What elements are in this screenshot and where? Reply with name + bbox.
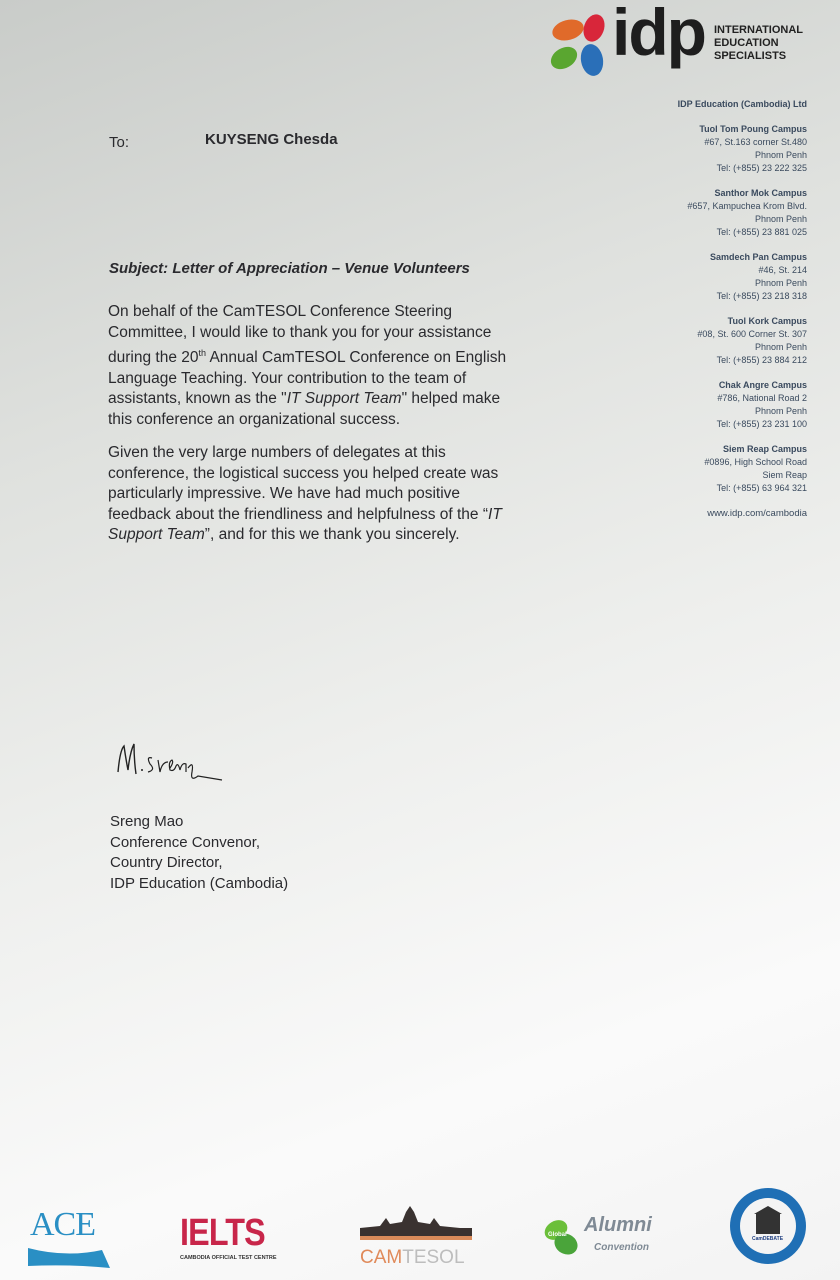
paragraph-1 — [108, 302, 548, 430]
campus-address: #0896, High School Road — [704, 457, 807, 467]
to-label: To: — [109, 134, 130, 151]
signer-title: Country Director, — [110, 854, 223, 871]
campus-tuol-tom-poung — [678, 123, 807, 175]
camtesol-text — [360, 1247, 472, 1269]
signer-block — [110, 812, 288, 894]
campus-tel: Tel: (+855) 23 218 318 — [716, 291, 807, 301]
idp-flower-icon — [548, 8, 612, 80]
campus-tel: Tel: (+855) 23 231 100 — [716, 419, 807, 429]
campus-city: Phnom Penh — [754, 214, 807, 224]
superscript: th — [198, 348, 207, 358]
idp-tagline — [714, 24, 803, 63]
camdebate-seal-icon — [728, 1186, 808, 1266]
signer-org: IDP Education (Cambodia) — [110, 874, 289, 892]
signer-name: Sreng Mao — [110, 813, 184, 830]
campus-name: Tuol Kork Campus — [727, 316, 807, 326]
ielts-logo — [180, 1190, 290, 1270]
campus-name: Tuol Tom Poung Campus — [699, 124, 807, 134]
address-column — [678, 98, 807, 520]
campus-samdech-pan — [678, 251, 807, 303]
campus-address: #46, St. 214 — [758, 265, 807, 275]
campus-name: Chak Angre Campus — [718, 380, 807, 390]
recipient-name: KUYSENG Chesda — [205, 131, 338, 148]
angkor-wat-icon — [360, 1206, 472, 1240]
campus-santhor-mok — [678, 187, 807, 239]
campus-address: #786, National Road 2 — [717, 393, 807, 403]
text-line: Committee, I would like to thank you for your assistance — [108, 323, 492, 341]
text-line — [108, 343, 548, 369]
campus-address: #08, St. 600 Corner St. 307 — [697, 329, 807, 339]
global-text: Global — [548, 1232, 567, 1238]
campus-tel: Tel: (+855) 23 884 212 — [716, 355, 807, 365]
handwritten-signature — [112, 740, 232, 790]
text: during the 20 — [108, 349, 199, 367]
text-line — [108, 525, 548, 546]
text-line: Given the very large numbers of delegates at this — [108, 444, 446, 461]
ielts-text: IELTS — [180, 1212, 265, 1254]
text: ”, and for this we thank you sincerely. — [204, 526, 460, 543]
tagline-line: EDUCATION — [714, 37, 779, 49]
camtesol-logo — [360, 1190, 472, 1270]
campus-tuol-kork — [678, 315, 807, 367]
campus-city: Phnom Penh — [754, 406, 807, 416]
campus-city: Phnom Penh — [754, 342, 807, 352]
text-line: this conference an organizational success. — [108, 410, 401, 428]
text-line — [108, 389, 548, 410]
alumni-text: Alumni — [584, 1214, 652, 1236]
paragraph-2 — [108, 443, 548, 546]
text-line: On behalf of the CamTESOL Conference Steering — [108, 303, 453, 320]
ace-logo — [26, 1190, 116, 1270]
campus-tel: Tel: (+855) 63 964 321 — [716, 483, 807, 493]
campus-chak-angre — [678, 379, 807, 431]
campus-city: Siem Reap — [762, 470, 807, 480]
ielts-subtitle: CAMBODIA OFFICIAL TEST CENTRE — [180, 1255, 277, 1261]
camdebate-text: CamDEBATE — [752, 1236, 784, 1242]
alumni-convention-logo — [542, 1190, 662, 1270]
org-name: IDP Education (Cambodia) Ltd — [677, 99, 807, 109]
text: feedback about the friendliness and helpfulness of the “ — [108, 505, 489, 523]
italic-text: IT — [488, 505, 502, 523]
text: " helped make — [401, 390, 501, 408]
tesol-text: TESOL — [402, 1247, 465, 1268]
campus-address: #67, St.163 corner St.480 — [704, 137, 807, 147]
campus-name: Siem Reap Campus — [722, 444, 807, 454]
tagline-line: SPECIALISTS — [714, 50, 787, 62]
text-line: Language Teaching. Your contribution to the team of — [108, 369, 467, 387]
campus-name: Samdech Pan Campus — [709, 252, 807, 262]
italic-team-name: IT Support Team — [286, 390, 402, 408]
tagline-line: INTERNATIONAL — [714, 24, 804, 36]
text-line: conference, the logistical success you helped create was — [108, 464, 499, 482]
campus-siem-reap — [678, 443, 807, 495]
signer-title: Conference Convenor, — [110, 833, 261, 851]
italic-text: Support Team — [108, 526, 205, 543]
campus-city: Phnom Penh — [754, 278, 807, 288]
website-link[interactable]: www.idp.com/cambodia — [707, 508, 807, 519]
text-line — [108, 505, 548, 526]
campus-address: #657, Kampuchea Krom Blvd. — [687, 201, 807, 211]
campus-tel: Tel: (+855) 23 881 025 — [716, 227, 807, 237]
ace-wave-icon — [26, 1244, 116, 1272]
subject-line: Subject: Letter of Appreciation – Venue Volunteers — [109, 260, 470, 277]
text: Annual CamTESOL Conference on English — [206, 349, 507, 367]
cam-text: CAM — [360, 1247, 403, 1268]
idp-logo — [548, 0, 818, 80]
convention-text: Convention — [594, 1242, 649, 1253]
campus-tel: Tel: (+855) 23 222 325 — [716, 163, 807, 173]
idp-wordmark: idp — [612, 0, 705, 69]
campus-city: Phnom Penh — [754, 150, 807, 160]
camdebate-logo — [728, 1186, 808, 1266]
ace-text: ACE — [30, 1206, 95, 1243]
text: assistants, known as the " — [108, 390, 287, 408]
campus-name: Santhor Mok Campus — [714, 188, 807, 198]
text-line: particularly impressive. We have had much positive — [108, 485, 461, 502]
